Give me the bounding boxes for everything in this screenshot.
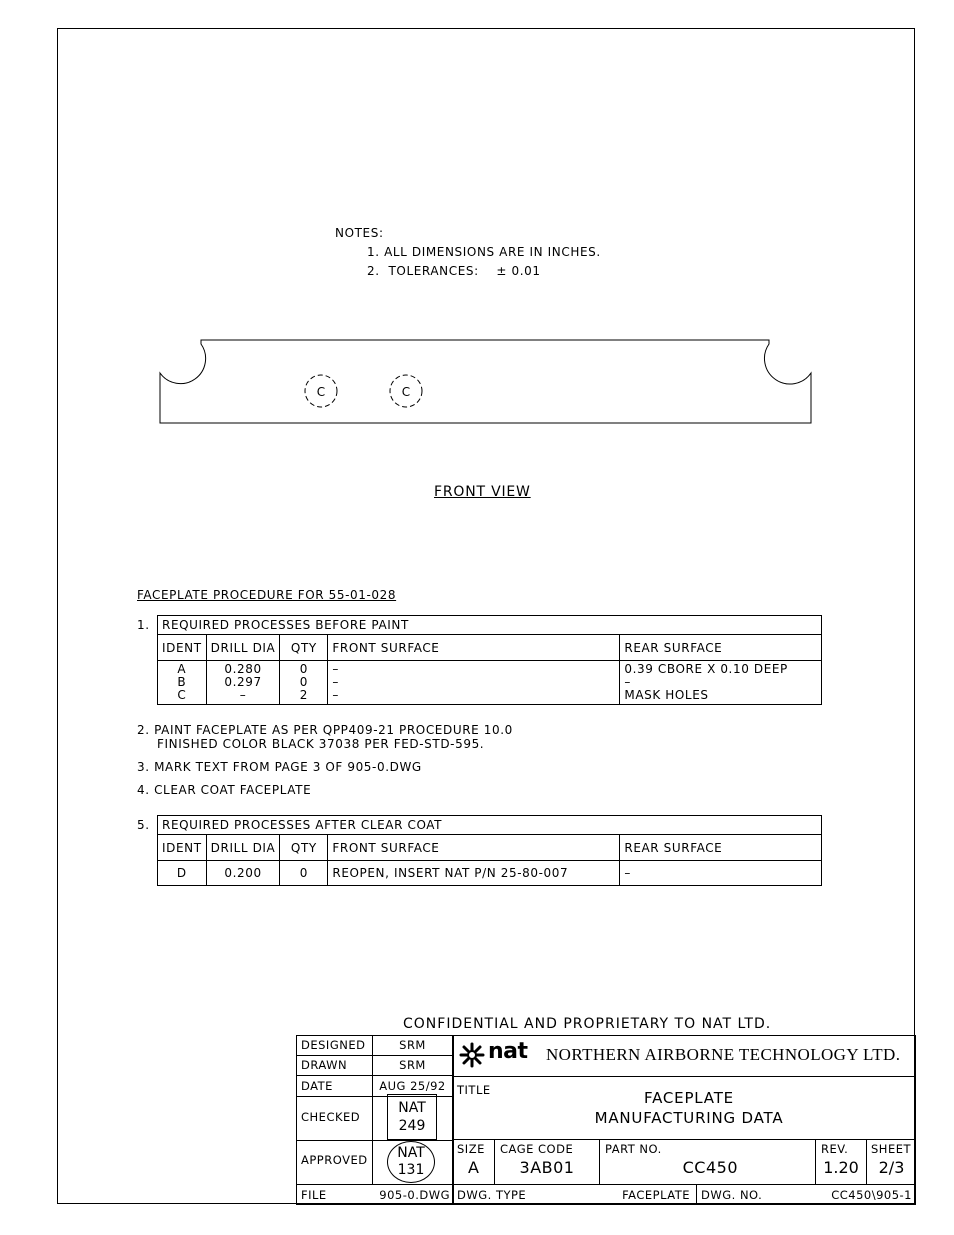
procedure-heading: FACEPLATE PROCEDURE FOR 55-01-028	[137, 588, 397, 602]
table-row: D 0.200 0 REOPEN, INSERT NAT P/N 25-80-007 –	[158, 861, 822, 886]
step-4: 4. CLEAR COAT FACEPLATE	[137, 783, 312, 797]
cage-code-value: 3AB01	[519, 1158, 575, 1177]
hole-label: C	[401, 385, 411, 399]
note-item: 1. ALL DIMENSIONS ARE IN INCHES.	[367, 245, 601, 259]
column-header: IDENT	[158, 835, 207, 861]
rev-label: REV.	[821, 1142, 849, 1156]
file-label: FILE	[301, 1188, 327, 1202]
checked-label: CHECKED	[301, 1110, 361, 1124]
approved-label: APPROVED	[301, 1153, 368, 1167]
designed-value: SRM	[399, 1038, 426, 1052]
note-item: 2. TOLERANCES: ± 0.01	[367, 264, 541, 278]
checked-stamp: NAT 249	[387, 1094, 437, 1140]
step-number: 5.	[137, 818, 150, 832]
table-title: REQUIRED PROCESSES AFTER CLEAR COAT	[158, 816, 822, 835]
dwg-type-label: DWG. TYPE	[457, 1188, 527, 1202]
notes-heading: NOTES:	[335, 226, 384, 240]
column-header: REAR SURFACE	[620, 635, 822, 661]
table-row: A B C 0.280 0.297 – 0 0 2 – – – 0.39 CBORE X 0.10 DEEP – MASK HOLES	[158, 661, 822, 705]
column-header: DRILL DIA	[206, 635, 280, 661]
column-header: REAR SURFACE	[620, 835, 822, 861]
sheet-value: 2/3	[878, 1158, 905, 1177]
rev-value: 1.20	[823, 1158, 859, 1177]
sheet-label: SHEET	[871, 1142, 912, 1156]
before-paint-table	[157, 615, 822, 705]
after-clear-coat-table	[157, 815, 822, 886]
step-2-line-1: 2. PAINT FACEPLATE AS PER QPP409-21 PROCEDURE 10.0	[137, 723, 513, 737]
cage-code-label: CAGE CODE	[500, 1142, 574, 1156]
step-number: 1.	[137, 618, 150, 632]
file-value: 905-0.DWG	[379, 1188, 450, 1202]
approved-stamp: NAT 131	[387, 1141, 435, 1183]
column-header: IDENT	[158, 635, 207, 661]
faceplate-front-view	[150, 330, 825, 435]
drawn-value: SRM	[399, 1058, 426, 1072]
date-value: AUG 25/92	[379, 1079, 446, 1093]
title-label: TITLE	[457, 1083, 491, 1097]
dwg-no-label: DWG. NO.	[701, 1188, 763, 1202]
view-title: FRONT VIEW	[434, 484, 531, 500]
drawing-title: FACEPLATE MANUFACTURING DATA	[594, 1089, 784, 1127]
dwg-no-value: CC450\905-1	[831, 1188, 912, 1202]
confidential-notice: CONFIDENTIAL AND PROPRIETARY TO NAT LTD.	[403, 1016, 772, 1032]
dwg-type-value: FACEPLATE	[622, 1188, 690, 1202]
table-title: REQUIRED PROCESSES BEFORE PAINT	[158, 616, 822, 635]
part-no-value: CC450	[682, 1158, 738, 1177]
step-2-line-2: FINISHED COLOR BLACK 37038 PER FED-STD-595.	[157, 737, 485, 751]
step-3: 3. MARK TEXT FROM PAGE 3 OF 905-0.DWG	[137, 760, 422, 774]
size-label: SIZE	[457, 1142, 485, 1156]
size-value: A	[468, 1158, 479, 1177]
date-label: DATE	[301, 1079, 333, 1093]
company-name: NORTHERN AIRBORNE TECHNOLOGY LTD.	[546, 1045, 901, 1064]
part-no-label: PART NO.	[605, 1142, 662, 1156]
column-header: DRILL DIA	[206, 835, 280, 861]
drawn-label: DRAWN	[301, 1058, 348, 1072]
column-header: QTY	[280, 835, 328, 861]
hole-label: C	[316, 385, 326, 399]
column-header: FRONT SURFACE	[328, 835, 620, 861]
designed-label: DESIGNED	[301, 1038, 366, 1052]
logo-text: nat	[488, 1039, 528, 1064]
nat-logo-icon	[457, 1041, 487, 1069]
column-header: QTY	[280, 635, 328, 661]
column-header: FRONT SURFACE	[328, 635, 620, 661]
